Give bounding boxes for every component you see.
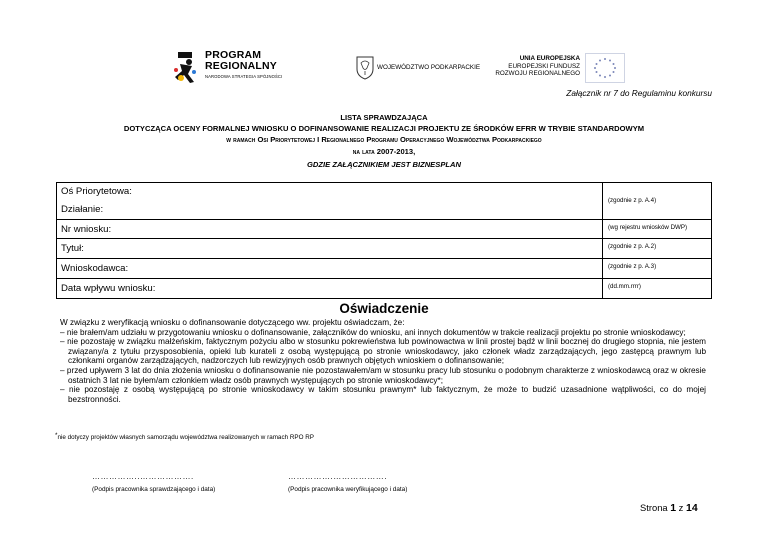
page-sep: z [676, 502, 686, 513]
program-regionalny-logo [172, 48, 282, 88]
program-logo-line1: PROGRAM [205, 49, 262, 61]
page-total: 14 [685, 502, 698, 514]
title-line5: GDZIE ZAŁĄCZNIKIEM JEST BIZNESPLAN [307, 160, 461, 169]
declaration-item: – nie pozostaję z osobą występującą po stronie wnioskodawcy w takim stosunku prawnym* lub faktycznym, że może to budzić uzasadnione wątpliwości, co do mojej bezstronności. [60, 385, 706, 404]
form-row-applicant [57, 258, 711, 279]
footnote-mark: * [55, 432, 58, 439]
declaration-item: – nie pozostaję w związku małżeńskim, faktycznym pożyciu albo w stosunku pokrewieństwa lub powinowactwa w linii prostej bądź w linii bocznej do drugiego stopnia, nie jestem związany/a z tytułu przysposobienia, opieki lub kurateli z osobą występującą po stronie wnioskodawcy, jako członek władz zarządzających, jego zastępcą prawnym lub członkami organów zarządzających, nadzorczych lub rewizyjnych osób prawnych objętych wnioskiem o dofinansowanie; [60, 337, 706, 366]
application-number-label: Nr wniosku: [61, 224, 112, 235]
program-logo-line3: NARODOWA STRATEGIA SPÓJNOŚCI [205, 74, 283, 79]
eu-label-line2: EUROPEJSKI FUNDUSZ [508, 62, 580, 70]
action-label: Działanie: [61, 204, 104, 215]
form-row-title [57, 238, 711, 259]
title-line1: LISTA SPRAWDZAJĄCA [340, 113, 428, 122]
declaration-item: – przed upływem 3 lat do dnia złożenia wniosku o dofinansowanie nie pozostawałem/am w stosunku pracy lub stosunku o podobnym charakterze z wnioskodawcą oraz w okresie ostatnich 3 lat nie byłem/am członkiem władz osób prawnych występujących po stronie wnioskodawcy*; [60, 365, 706, 385]
receipt-date-hint: (dd.mm.rrrr) [608, 283, 641, 290]
project-title-hint: (zgodnie z p. A.2) [608, 243, 657, 250]
page-number [640, 502, 698, 514]
axis-label: Oś Priorytetowa: [61, 186, 132, 197]
form-row-receipt-date [57, 278, 711, 299]
title-line3: w ramach Osi Priorytetowej I Regionalnego Programu Operacyjnego Województwa Podkarpackiego [226, 135, 542, 144]
form-row-application-number [57, 219, 711, 239]
eu-label-line3: ROZWOJU REGIONALNEGO [495, 70, 580, 77]
applicant-hint: (zgodnie z p. A.3) [608, 263, 657, 270]
eu-label [490, 55, 580, 78]
form-divider [602, 259, 603, 279]
program-figure-icon [172, 50, 202, 84]
project-title-label: Tytuł: [61, 243, 84, 254]
receipt-date-label: Data wpływu wniosku: [61, 283, 156, 294]
eu-label-line1: UNIA EUROPEJSKA [519, 55, 580, 62]
footnote [55, 434, 314, 441]
voivodeship-label: WOJEWÓDZTWO PODKARPACKIE [377, 64, 481, 71]
declaration-intro: W związku z weryfikacją wniosku o dofinansowanie dotyczącego ww. projektu oświadczam, że: [60, 318, 405, 327]
declaration-body [60, 318, 706, 404]
form-row-axis-action [57, 183, 711, 219]
signature-caption-verifier: (Podpis pracownika weryfikującego i data) [288, 486, 408, 493]
applicant-label: Wnioskodawca: [61, 263, 129, 274]
declaration-item: – nie brałem/am udziału w przygotowaniu wniosku o dofinansowanie, załączników do wniosku, ani innych dokumentów w trakcie realizacji projektu po stronie wnioskodawcy; [60, 327, 686, 337]
signature-line-checker: ……………..………………. [92, 472, 194, 481]
application-number-hint: (wg rejestru wniosków DWP) [608, 224, 688, 231]
title-years: 2007-2013, [376, 147, 416, 156]
form-divider [602, 239, 603, 259]
title-line4-prefix: na lata [352, 147, 377, 156]
project-info-table [56, 182, 712, 299]
title-line2: DOTYCZĄCA OCENY FORMALNEJ WNIOSKU O DOFINANSOWANIE REALIZACJI PROJEKTU ZE ŚRODKÓW EFRR W TRYBIE STANDARDOWYM [123, 124, 645, 133]
attachment-note: Załącznik nr 7 do Regulaminu konkursu [566, 88, 712, 98]
signature-caption-checker: (Podpis pracownika sprawdzającego i data) [92, 486, 216, 493]
form-divider [602, 183, 603, 219]
form-divider [602, 220, 603, 239]
title-line4 [60, 147, 708, 157]
signature-line-verifier: …………….………………. [288, 472, 387, 481]
footnote-text: nie dotyczy projektów własnych samorządu województwa realizowanych w ramach RPO RP [57, 434, 314, 441]
program-logo-line2: REGIONALNY [205, 60, 278, 72]
declaration-heading: Oświadczenie [339, 301, 429, 316]
eu-flag-icon [585, 53, 625, 83]
voivodeship-coat-of-arms-icon [356, 54, 374, 80]
page-prefix: Strona [640, 502, 671, 513]
form-divider [602, 279, 603, 299]
page-current: 1 [670, 502, 677, 514]
action-hint: (zgodnie z p. A.4) [608, 197, 657, 204]
